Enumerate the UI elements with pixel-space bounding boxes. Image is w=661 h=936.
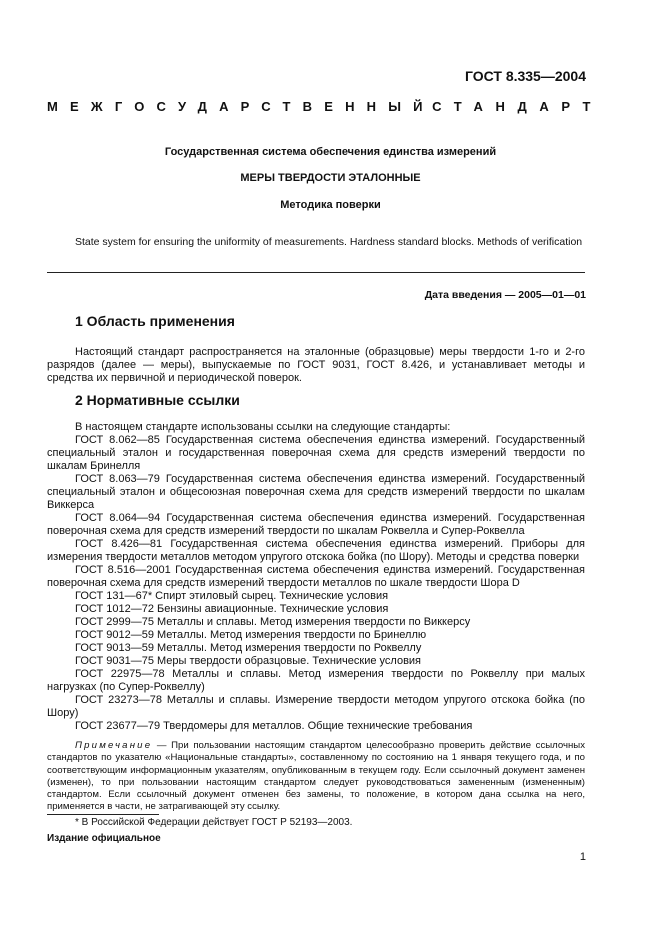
- reference-item: ГОСТ 23273—78 Металлы и сплавы. Измерение твердости методом упругого отскока бойка (по Шору): [47, 694, 585, 719]
- note-text: — При пользовании настоящим стандартом целесообразно проверить действие ссылочных стандартов по указателю «Национальные стандарты», составленному по состоянию на 1 января текущего года, и по соответствующим информационным указателям, опубликованным в текущем году. Если ссылочный документ заменен (изменен), то при пользовании настоящим стандартом следует руководствоваться замененным (измененным) стандартом. Если ссылочный документ отменен без замены, то положение, в котором дана ссылка на него, применяется в части, не затрагивающей эту ссылку.: [47, 740, 585, 813]
- reference-item: ГОСТ 9031—75 Меры твердости образцовые. Технические условия: [75, 655, 422, 667]
- references-intro: В настоящем стандарте использованы ссылки на следующие стандарты:: [75, 421, 451, 433]
- reference-item: ГОСТ 22975—78 Металлы и сплавы. Метод измерения твердости по Роквеллу при малых нагрузках (по Супер-Роквеллу): [47, 668, 585, 693]
- document-number: ГОСТ 8.335—2004: [464, 68, 586, 84]
- main-title: МЕРЫ ТВЕРДОСТИ ЭТАЛОННЫЕ: [240, 172, 421, 184]
- page-number: 1: [579, 851, 586, 863]
- system-title: Государственная система обеспечения единства измерений: [164, 146, 497, 158]
- footnote-divider: [47, 814, 159, 815]
- reference-item: ГОСТ 9013—59 Металлы. Метод измерения твердости по Роквеллу: [75, 642, 422, 654]
- header-divider: [47, 272, 585, 273]
- subtitle: Методика поверки: [280, 199, 381, 211]
- footnote: * В Российской Федерации действует ГОСТ Р 52193—2003.: [75, 817, 353, 828]
- section-1-paragraph: Настоящий стандарт распространяется на эталонные (образцовые) меры твердости 1-го и 2-го разрядов (далее — меры), выпускаемые по ГОСТ 9031, ГОСТ 8.426, и устанавливает методы и средства их первичной и периодической поверок.: [47, 346, 585, 384]
- reference-item: ГОСТ 1012—72 Бензины авиационные. Технические условия: [75, 603, 389, 615]
- reference-item: ГОСТ 8.516—2001 Государственная система обеспечения единства измерений. Государственная поверочная схема для средств измерений твердости металлов по шкале твердости Шора D: [47, 564, 585, 589]
- reference-item: ГОСТ 8.064—94 Государственная система обеспечения единства измерений. Государственная поверочная схема для средств измерений твердости по шкалам Роквелла и Супер-Роквелла: [47, 512, 585, 537]
- reference-item: ГОСТ 9012—59 Металлы. Метод измерения твердости по Бринеллю: [75, 629, 427, 641]
- note-label: Примечание: [75, 740, 153, 751]
- section-2-heading: 2 Нормативные ссылки: [75, 392, 240, 408]
- introduction-date: Дата введения — 2005—01—01: [424, 289, 586, 301]
- note-paragraph: [47, 740, 585, 814]
- section-1-heading: 1 Область применения: [75, 313, 235, 329]
- reference-item: ГОСТ 8.426—81 Государственная система обеспечения единства измерений. Приборы для измерения твердости металлов методом упругого отскока бойка (по Шору). Методы и средства поверки: [47, 538, 585, 563]
- official-edition-label: Издание официальное: [47, 833, 161, 844]
- reference-item: ГОСТ 131—67* Спирт этиловый сырец. Технические условия: [75, 590, 389, 602]
- standard-word: СТАНДАРТ: [432, 99, 603, 114]
- reference-item: ГОСТ 8.062—85 Государственная система обеспечения единства измерений. Государственный специальный эталон и государственная поверочная схема для средств измерений твердости по шкалам Бринелля: [47, 434, 585, 472]
- reference-item: ГОСТ 23677—79 Твердомеры для металлов. Общие технические требования: [75, 720, 473, 732]
- reference-item: ГОСТ 8.063—79 Государственная система обеспечения единства измерений. Государственный специальный эталон и общесоюзная поверочная схема для средств измерений твердости по шкалам Виккерса: [47, 473, 585, 511]
- section-2-body: [47, 421, 585, 733]
- reference-item: ГОСТ 2999—75 Металлы и сплавы. Метод измерения твердости по Виккерсу: [75, 616, 471, 628]
- section-1-body: [47, 346, 585, 385]
- interstate-word: МЕЖГОСУДАРСТВЕННЫЙ: [47, 99, 435, 114]
- note-block: [47, 740, 585, 814]
- english-title: State system for ensuring the uniformity of measurements. Hardness standard blocks. Methods of verification: [75, 236, 583, 248]
